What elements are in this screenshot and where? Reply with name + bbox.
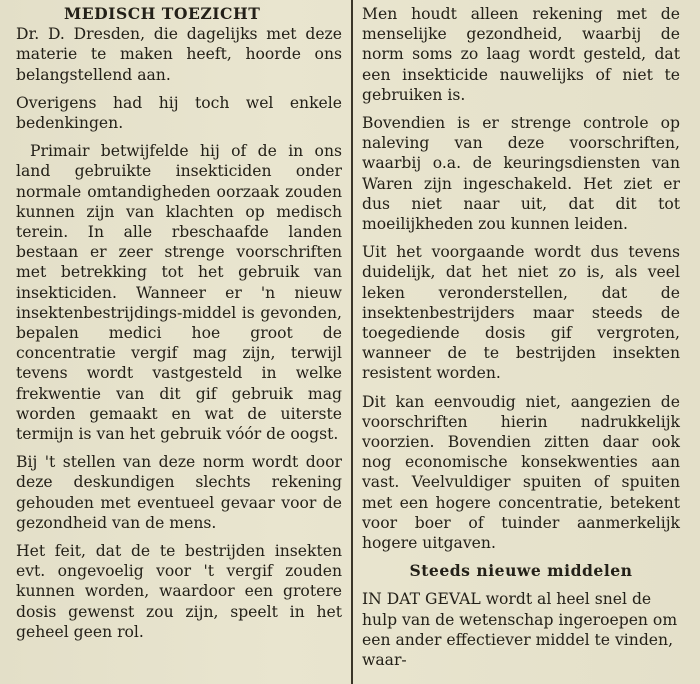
paragraph: Uit het voorgaande wordt dus tevens duidelijk, dat het niet zo is, als veel leken veronderstellen, dat de insektenbestrijders maar steeds de toegediende dosis gif vergroten, wanneer de te bestrijden insekten resistent worden. bbox=[362, 243, 680, 383]
paragraph: Dit kan eenvoudig niet, aangezien de voorschriften hierin nadrukkelijk voorzien. Bovendien zitten daar ook nog economische konsekwenties aan vast. Veelvuldiger spuiten of spuiten met een hogere concentratie, betekent voor boer of tuinder aanmerkelijk hogere uitgaven. bbox=[362, 392, 680, 553]
paragraph: Bovendien is er strenge controle op naleving van deze voorschriften, waarbij o.a. de keuringsdiensten van Waren zijn ingeschakeld. Het ziet er dus niet naar uit, dat dit tot moeilijkheden zou kunnen leiden. bbox=[362, 114, 680, 234]
paragraph: Dr. D. Dresden, die dagelijks met deze materie te maken heeft, hoorde ons belangstellend aan. bbox=[16, 25, 342, 84]
paragraph: Het feit, dat de te bestrijden insekten evt. ongevoelig voor 't vergif zouden kunnen worden, waardoor een grotere dosis gewenst zou zijn, speelt in het geheel geen rol. bbox=[16, 542, 342, 641]
paragraph: Bij 't stellen van deze norm wordt door deze deskundigen slechts rekening gehouden met eventueel gevaar voor de gezondheid van de mens. bbox=[16, 453, 342, 532]
paragraph: Men houdt alleen rekening met de menselijke gezondheid, waarbij de norm soms zo laag wordt gesteld, dat een insekticide nauwelijks of niet te gebruiken is. bbox=[362, 5, 680, 104]
paragraph: Overigens had hij toch wel enkele bedenkingen. bbox=[16, 93, 342, 133]
column-divider bbox=[351, 0, 353, 684]
right-column bbox=[362, 4, 680, 670]
left-column bbox=[16, 4, 342, 642]
subheading: Steeds nieuwe middelen bbox=[409, 561, 633, 581]
paragraph: IN DAT GEVAL wordt al heel snel de hulp van de wetenschap ingeroepen om een ander effectiever middel te vinden, waar- bbox=[362, 590, 678, 670]
paragraph: Primair betwijfelde hij of de in ons land gebruikte insekticiden onder normale omtandigheden oorzaak zouden kunnen zijn van klachten op medisch terein. In alle rbeschaafde landen bestaan er zeer strenge voorschriften met betrekking tot het gebruik van insekticiden. Wanneer er 'n nieuw insektenbestrijdings-middel is gevonden, bepalen medici hoe groot de concentratie vergif mag zijn, terwijl tevens wordt vastgesteld in welke frekwentie van dit gif gebruik mag worden gemaakt en wat de uiterste termijn is van het gebruik vóór de oogst. bbox=[16, 142, 342, 444]
section-heading: MEDISCH TOEZICHT bbox=[64, 4, 261, 23]
